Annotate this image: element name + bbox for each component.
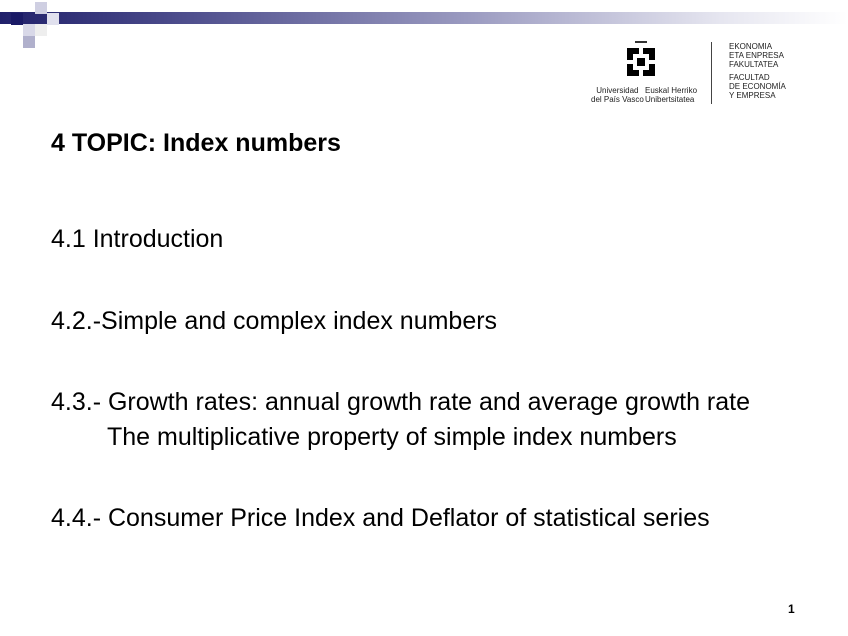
topic-item (51, 222, 223, 257)
logo-university-eu-line1: Euskal Herriko (645, 86, 698, 95)
topic-item-line: 4.1 Introduction (51, 225, 224, 253)
slide-title: 4 TOPIC: Index numbers (51, 129, 341, 157)
logo-faculty-eu-line3: FAKULTATEA (729, 60, 779, 69)
logo-university-eu-line2: Unibertsitatea (645, 95, 695, 104)
university-logo (583, 40, 793, 106)
logo-faculty-es-line3: Y EMPRESA (729, 91, 776, 100)
topic-item-line: 4.3.- Growth rates: annual growth rate and average growth rate (51, 388, 750, 416)
logo-faculty-es-line1: FACULTAD (729, 73, 770, 82)
header-gradient-bar (0, 12, 848, 24)
decorative-square (23, 24, 35, 36)
logo-faculty-eu-line1: EKONOMIA (729, 42, 773, 51)
faculty-name-block (729, 42, 799, 100)
topic-item-line: 4.2.-Simple and complex index numbers (51, 307, 498, 335)
logo-divider (711, 42, 712, 104)
decorative-square (35, 2, 47, 14)
university-crest-icon (621, 40, 661, 82)
page-number: 1 (788, 602, 795, 616)
logo-faculty-es-line2: DE ECONOMÍA (729, 82, 786, 91)
topic-item (51, 501, 710, 536)
decorative-square (23, 36, 35, 48)
decorative-square (11, 13, 23, 25)
decorative-square (47, 13, 59, 25)
topic-item (51, 304, 497, 339)
logo-university-es-line2: del País Vasco (591, 95, 644, 104)
university-name-block (583, 40, 703, 106)
topic-item-line: 4.4.- Consumer Price Index and Deflator of statistical series (51, 504, 710, 532)
decorative-square (35, 24, 47, 36)
logo-faculty-eu-line2: ETA ENPRESA (729, 51, 784, 60)
logo-university-es-line1: Universidad (596, 86, 639, 95)
topic-item (51, 385, 750, 455)
topic-item-subline: The multiplicative property of simple index numbers (107, 423, 677, 451)
